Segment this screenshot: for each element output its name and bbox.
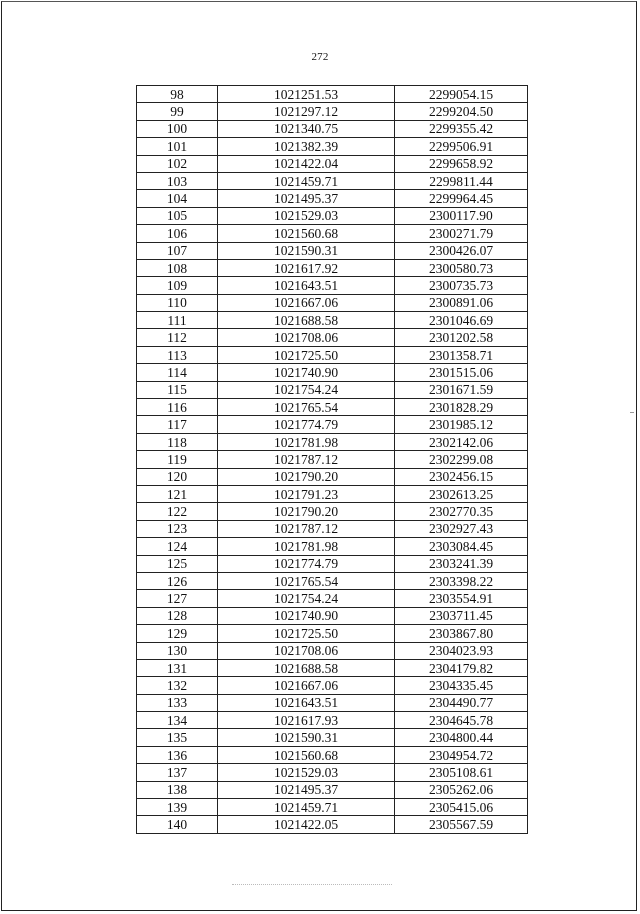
- y-coordinate-cell: 2300580.73: [395, 259, 528, 276]
- x-coordinate-cell: 1021495.37: [218, 190, 395, 207]
- table-row: [137, 503, 528, 520]
- table-row: [137, 120, 528, 137]
- table-row: [137, 242, 528, 259]
- x-coordinate-cell: 1021529.03: [218, 207, 395, 224]
- point-number-cell: 105: [137, 207, 218, 224]
- y-coordinate-cell: 2301358.71: [395, 346, 528, 363]
- x-coordinate-cell: 1021560.68: [218, 225, 395, 242]
- table-row: [137, 712, 528, 729]
- x-coordinate-cell: 1021590.31: [218, 242, 395, 259]
- x-coordinate-cell: 1021340.75: [218, 120, 395, 137]
- x-coordinate-cell: 1021560.68: [218, 746, 395, 763]
- table-row: [137, 468, 528, 485]
- point-number-cell: 122: [137, 503, 218, 520]
- table-row: [137, 225, 528, 242]
- coordinates-table: [136, 85, 528, 834]
- y-coordinate-cell: 2299054.15: [395, 86, 528, 103]
- table-row: [137, 590, 528, 607]
- y-coordinate-cell: 2304179.82: [395, 659, 528, 676]
- point-number-cell: 108: [137, 259, 218, 276]
- y-coordinate-cell: 2300735.73: [395, 277, 528, 294]
- y-coordinate-cell: 2305108.61: [395, 764, 528, 781]
- x-coordinate-cell: 1021617.92: [218, 259, 395, 276]
- point-number-cell: 136: [137, 746, 218, 763]
- point-number-cell: 99: [137, 103, 218, 120]
- table-row: [137, 103, 528, 120]
- table-row: [137, 625, 528, 642]
- y-coordinate-cell: 2299506.91: [395, 138, 528, 155]
- x-coordinate-cell: 1021643.51: [218, 277, 395, 294]
- x-coordinate-cell: 1021725.50: [218, 625, 395, 642]
- point-number-cell: 117: [137, 416, 218, 433]
- y-coordinate-cell: 2303867.80: [395, 625, 528, 642]
- point-number-cell: 98: [137, 86, 218, 103]
- x-coordinate-cell: 1021643.51: [218, 694, 395, 711]
- point-number-cell: 138: [137, 781, 218, 798]
- point-number-cell: 112: [137, 329, 218, 346]
- point-number-cell: 104: [137, 190, 218, 207]
- table-row: [137, 555, 528, 572]
- x-coordinate-cell: 1021667.06: [218, 294, 395, 311]
- x-coordinate-cell: 1021765.54: [218, 399, 395, 416]
- table-row: [137, 764, 528, 781]
- table-row: [137, 781, 528, 798]
- table-row: [137, 520, 528, 537]
- table-row: [137, 642, 528, 659]
- table-row: [137, 346, 528, 363]
- y-coordinate-cell: 2301671.59: [395, 381, 528, 398]
- point-number-cell: 130: [137, 642, 218, 659]
- x-coordinate-cell: 1021688.58: [218, 659, 395, 676]
- table-row: [137, 259, 528, 276]
- y-coordinate-cell: 2299658.92: [395, 155, 528, 172]
- point-number-cell: 109: [137, 277, 218, 294]
- x-coordinate-cell: 1021725.50: [218, 346, 395, 363]
- x-coordinate-cell: 1021781.98: [218, 538, 395, 555]
- y-coordinate-cell: 2300117.90: [395, 207, 528, 224]
- y-coordinate-cell: 2304645.78: [395, 712, 528, 729]
- y-coordinate-cell: 2299204.50: [395, 103, 528, 120]
- x-coordinate-cell: 1021740.90: [218, 607, 395, 624]
- y-coordinate-cell: 2302770.35: [395, 503, 528, 520]
- x-coordinate-cell: 1021708.06: [218, 329, 395, 346]
- x-coordinate-cell: 1021791.23: [218, 485, 395, 502]
- x-coordinate-cell: 1021781.98: [218, 433, 395, 450]
- point-number-cell: 139: [137, 799, 218, 816]
- table-row: [137, 138, 528, 155]
- point-number-cell: 121: [137, 485, 218, 502]
- y-coordinate-cell: 2302142.06: [395, 433, 528, 450]
- y-coordinate-cell: 2304954.72: [395, 746, 528, 763]
- y-coordinate-cell: 2303241.39: [395, 555, 528, 572]
- point-number-cell: 103: [137, 172, 218, 189]
- x-coordinate-cell: 1021790.20: [218, 503, 395, 520]
- y-coordinate-cell: 2302456.15: [395, 468, 528, 485]
- table-row: [137, 190, 528, 207]
- table-row: [137, 677, 528, 694]
- table-row: [137, 86, 528, 103]
- point-number-cell: 118: [137, 433, 218, 450]
- point-number-cell: 126: [137, 572, 218, 589]
- y-coordinate-cell: 2304023.93: [395, 642, 528, 659]
- y-coordinate-cell: 2302299.08: [395, 451, 528, 468]
- bottom-scan-mark: [232, 884, 392, 885]
- point-number-cell: 110: [137, 294, 218, 311]
- point-number-cell: 140: [137, 816, 218, 833]
- y-coordinate-cell: 2305262.06: [395, 781, 528, 798]
- point-number-cell: 124: [137, 538, 218, 555]
- x-coordinate-cell: 1021459.71: [218, 172, 395, 189]
- point-number-cell: 134: [137, 712, 218, 729]
- coordinates-table-body: [137, 86, 528, 834]
- point-number-cell: 131: [137, 659, 218, 676]
- table-row: [137, 294, 528, 311]
- x-coordinate-cell: 1021688.58: [218, 312, 395, 329]
- point-number-cell: 129: [137, 625, 218, 642]
- y-coordinate-cell: 2304800.44: [395, 729, 528, 746]
- y-coordinate-cell: 2301046.69: [395, 312, 528, 329]
- point-number-cell: 132: [137, 677, 218, 694]
- page-number: 272: [311, 51, 329, 63]
- table-row: [137, 799, 528, 816]
- table-row: [137, 277, 528, 294]
- x-coordinate-cell: 1021765.54: [218, 572, 395, 589]
- point-number-cell: 100: [137, 120, 218, 137]
- table-row: [137, 607, 528, 624]
- point-number-cell: 119: [137, 451, 218, 468]
- y-coordinate-cell: 2300271.79: [395, 225, 528, 242]
- y-coordinate-cell: 2304490.77: [395, 694, 528, 711]
- y-coordinate-cell: 2299355.42: [395, 120, 528, 137]
- table-row: [137, 207, 528, 224]
- x-coordinate-cell: 1021787.12: [218, 520, 395, 537]
- table-row: [137, 538, 528, 555]
- point-number-cell: 128: [137, 607, 218, 624]
- y-coordinate-cell: 2301202.58: [395, 329, 528, 346]
- table-row: [137, 746, 528, 763]
- point-number-cell: 106: [137, 225, 218, 242]
- x-coordinate-cell: 1021774.79: [218, 416, 395, 433]
- y-coordinate-cell: 2303711.45: [395, 607, 528, 624]
- table-row: [137, 451, 528, 468]
- y-coordinate-cell: 2299964.45: [395, 190, 528, 207]
- point-number-cell: 125: [137, 555, 218, 572]
- y-coordinate-cell: 2302927.43: [395, 520, 528, 537]
- y-coordinate-cell: 2305567.59: [395, 816, 528, 833]
- point-number-cell: 107: [137, 242, 218, 259]
- x-coordinate-cell: 1021754.24: [218, 590, 395, 607]
- x-coordinate-cell: 1021740.90: [218, 364, 395, 381]
- y-coordinate-cell: 2301828.29: [395, 399, 528, 416]
- y-coordinate-cell: 2303084.45: [395, 538, 528, 555]
- table-row: [137, 485, 528, 502]
- y-coordinate-cell: 2300891.06: [395, 294, 528, 311]
- x-coordinate-cell: 1021774.79: [218, 555, 395, 572]
- x-coordinate-cell: 1021251.53: [218, 86, 395, 103]
- x-coordinate-cell: 1021529.03: [218, 764, 395, 781]
- point-number-cell: 101: [137, 138, 218, 155]
- x-coordinate-cell: 1021422.05: [218, 816, 395, 833]
- point-number-cell: 102: [137, 155, 218, 172]
- table-row: [137, 729, 528, 746]
- x-coordinate-cell: 1021495.37: [218, 781, 395, 798]
- table-row: [137, 572, 528, 589]
- point-number-cell: 114: [137, 364, 218, 381]
- x-coordinate-cell: 1021382.39: [218, 138, 395, 155]
- x-coordinate-cell: 1021790.20: [218, 468, 395, 485]
- table-row: [137, 364, 528, 381]
- x-coordinate-cell: 1021422.04: [218, 155, 395, 172]
- table-row: [137, 329, 528, 346]
- table-row: [137, 312, 528, 329]
- margin-mark: [630, 412, 634, 413]
- table-row: [137, 659, 528, 676]
- x-coordinate-cell: 1021754.24: [218, 381, 395, 398]
- x-coordinate-cell: 1021708.06: [218, 642, 395, 659]
- y-coordinate-cell: 2300426.07: [395, 242, 528, 259]
- point-number-cell: 135: [137, 729, 218, 746]
- y-coordinate-cell: 2301515.06: [395, 364, 528, 381]
- point-number-cell: 116: [137, 399, 218, 416]
- point-number-cell: 123: [137, 520, 218, 537]
- x-coordinate-cell: 1021590.31: [218, 729, 395, 746]
- y-coordinate-cell: 2304335.45: [395, 677, 528, 694]
- table-row: [137, 416, 528, 433]
- table-row: [137, 381, 528, 398]
- y-coordinate-cell: 2301985.12: [395, 416, 528, 433]
- y-coordinate-cell: 2303398.22: [395, 572, 528, 589]
- x-coordinate-cell: 1021617.93: [218, 712, 395, 729]
- point-number-cell: 113: [137, 346, 218, 363]
- y-coordinate-cell: 2299811.44: [395, 172, 528, 189]
- table-row: [137, 155, 528, 172]
- point-number-cell: 133: [137, 694, 218, 711]
- x-coordinate-cell: 1021667.06: [218, 677, 395, 694]
- point-number-cell: 120: [137, 468, 218, 485]
- x-coordinate-cell: 1021297.12: [218, 103, 395, 120]
- x-coordinate-cell: 1021787.12: [218, 451, 395, 468]
- point-number-cell: 127: [137, 590, 218, 607]
- point-number-cell: 115: [137, 381, 218, 398]
- point-number-cell: 111: [137, 312, 218, 329]
- point-number-cell: 137: [137, 764, 218, 781]
- table-row: [137, 433, 528, 450]
- table-row: [137, 399, 528, 416]
- table-row: [137, 694, 528, 711]
- y-coordinate-cell: 2303554.91: [395, 590, 528, 607]
- table-row: [137, 816, 528, 833]
- table-row: [137, 172, 528, 189]
- x-coordinate-cell: 1021459.71: [218, 799, 395, 816]
- y-coordinate-cell: 2305415.06: [395, 799, 528, 816]
- y-coordinate-cell: 2302613.25: [395, 485, 528, 502]
